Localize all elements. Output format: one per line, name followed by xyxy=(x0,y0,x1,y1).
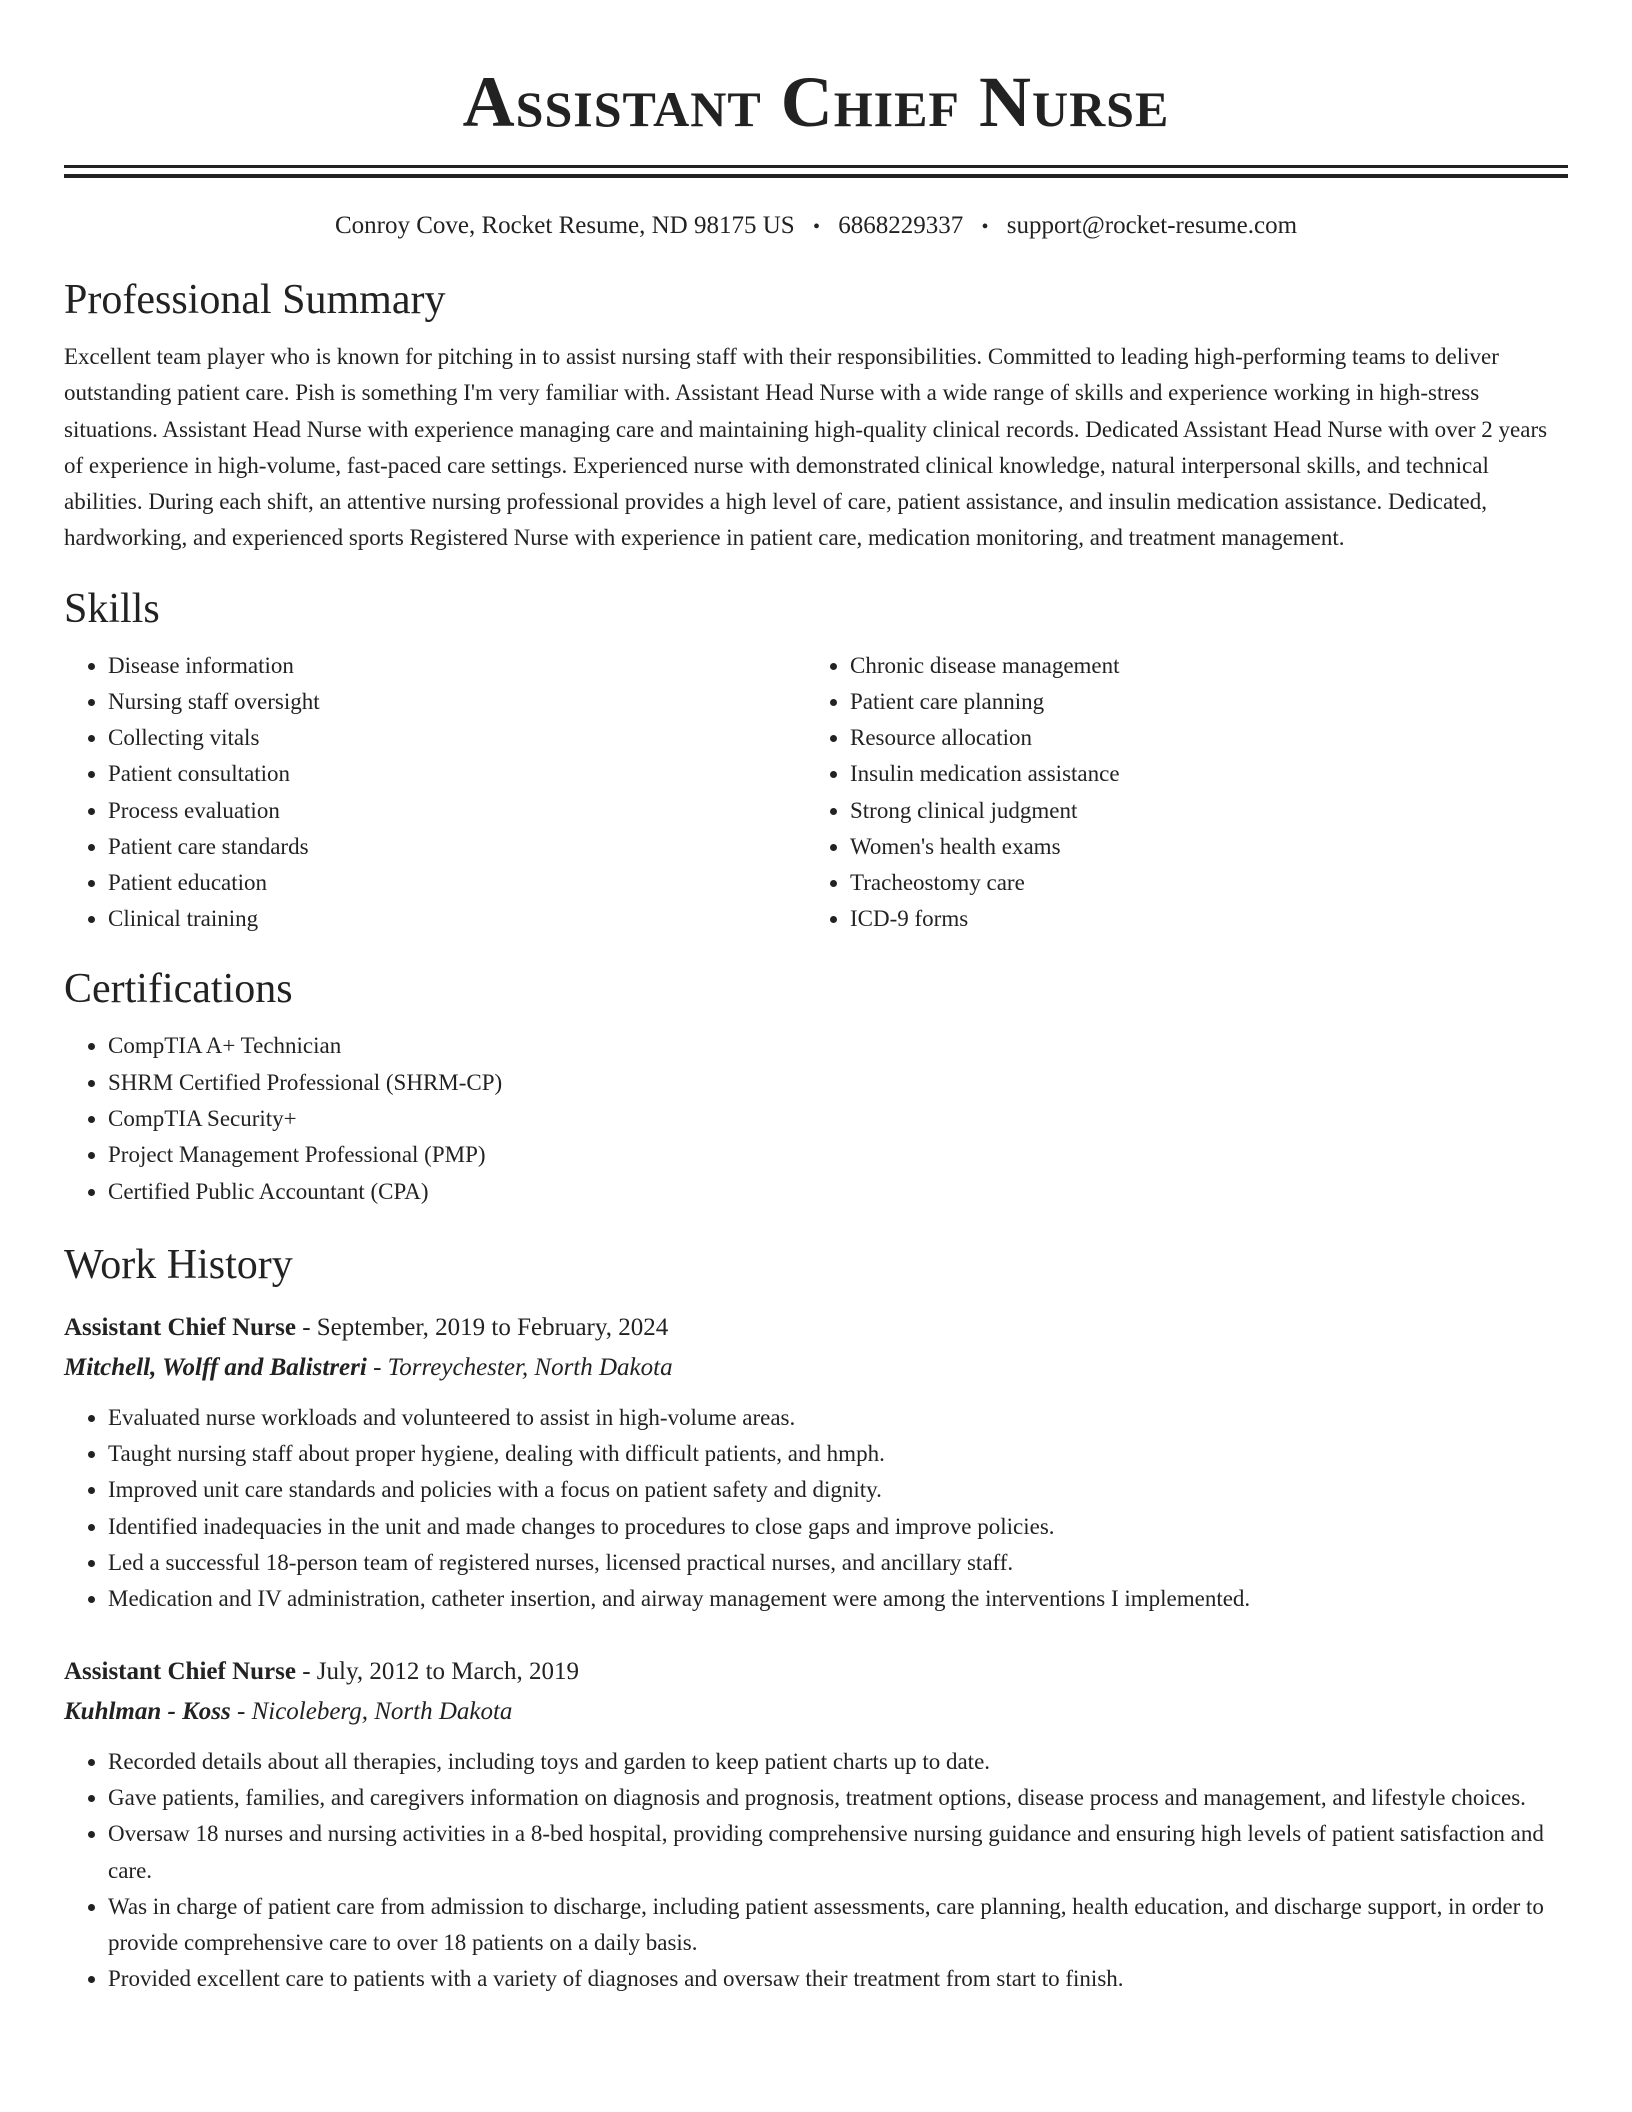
skills-list-right xyxy=(806,648,1548,938)
job-role: Assistant Chief Nurse xyxy=(64,1657,296,1685)
contact-email: support@rocket-resume.com xyxy=(1006,212,1298,239)
skills-column-left xyxy=(64,648,806,938)
skill-item: • Clinical training xyxy=(108,901,806,937)
job-duty-item: • Oversaw 18 nurses and nursing activities in a 8-bed hospital, providing comprehensive nursing guidance and ensuring high levels of patient satisfaction and care. xyxy=(108,1816,1568,1889)
skill-item: • Insulin medication assistance xyxy=(850,756,1548,792)
job-dates: - July, 2012 to March, 2019 xyxy=(295,1657,580,1685)
job-location: - Nicoleberg, North Dakota xyxy=(230,1697,513,1725)
job-duty-item: • Led a successful 18-person team of registered nurses, licensed practical nurses, and ancillary staff. xyxy=(108,1545,1568,1581)
job-employer-line xyxy=(64,1692,1568,1732)
job-company: Mitchell, Wolff and Balistreri xyxy=(64,1353,367,1381)
job-role: Assistant Chief Nurse xyxy=(64,1313,296,1341)
skill-item: • Collecting vitals xyxy=(108,720,806,756)
job-duty-item: • Evaluated nurse workloads and volunteered to assist in high-volume areas. xyxy=(108,1400,1568,1436)
skills-heading: Skills xyxy=(64,585,160,632)
skills-column-right xyxy=(806,648,1548,938)
resume-page xyxy=(64,0,1568,1998)
job-title-line xyxy=(64,1308,1568,1348)
certifications-list xyxy=(64,1028,1568,1209)
skill-item: • Nursing staff oversight xyxy=(108,684,806,720)
skill-item: • Patient education xyxy=(108,865,806,901)
job-employer-line xyxy=(64,1348,1568,1388)
header-divider xyxy=(64,165,1568,178)
skill-item: • Tracheostomy care xyxy=(850,865,1548,901)
certifications-heading: Certifications xyxy=(64,966,293,1013)
job-duty-item: • Recorded details about all therapies, including toys and garden to keep patient charts up to date. xyxy=(108,1744,1568,1780)
skill-item: • Chronic disease management xyxy=(850,648,1548,684)
skills-grid xyxy=(64,648,1568,938)
job-duty-item: • Improved unit care standards and policies with a focus on patient safety and dignity. xyxy=(108,1472,1568,1508)
skill-item: • Process evaluation xyxy=(108,793,806,829)
contact-address: Conroy Cove, Rocket Resume, ND 98175 US xyxy=(334,212,795,239)
skill-item: • Women's health exams xyxy=(850,829,1548,865)
job-dates: - September, 2019 to February, 2024 xyxy=(295,1313,669,1341)
summary-heading: Professional Summary xyxy=(64,277,446,323)
skills-list-left xyxy=(64,648,806,938)
skill-item: • Patient consultation xyxy=(108,756,806,792)
job-duty-item: • Identified inadequacies in the unit and made changes to procedures to close gaps and improve policies. xyxy=(108,1509,1568,1545)
contact-line xyxy=(64,210,1568,243)
summary-text: Excellent team player who is known for pitching in to assist nursing staff with their responsibilities. Committed to leading high-performing teams to deliver outstanding patient care. Pish is something I'm very familiar with. Assistant Head Nurse with a wide range of skills and experience working in high-stress situations. Assistant Head Nurse with experience managing care and maintaining high-quality clinical records. Dedicated Assistant Head Nurse with over 2 years of experience in high-volume, fast-paced care settings. Experienced nurse with demonstrated clinical knowledge, natural interpersonal skills, and technical abilities. During each shift, an attentive nursing professional provides a high level of care, patient assistance, and insulin medication assistance. Dedicated, hardworking, and experienced sports Registered Nurse with experience in patient care, medication monitoring, and treatment management. xyxy=(64,344,1548,551)
job-duties-list xyxy=(64,1400,1568,1618)
job-location: - Torreychester, North Dakota xyxy=(366,1353,673,1381)
skill-item: • ICD-9 forms xyxy=(850,901,1548,937)
certification-item: • SHRM Certified Professional (SHRM-CP) xyxy=(108,1065,1568,1101)
job-entry xyxy=(64,1308,1568,1618)
skill-item: • Resource allocation xyxy=(850,720,1548,756)
job-entry xyxy=(64,1652,1568,1998)
certification-item: • CompTIA A+ Technician xyxy=(108,1028,1568,1064)
contact-phone: 6868229337 xyxy=(838,212,964,239)
job-title-line xyxy=(64,1652,1568,1692)
job-duty-item: • Medication and IV administration, catheter insertion, and airway management were among the interventions I implemented. xyxy=(108,1581,1568,1617)
job-duty-item: • Taught nursing staff about proper hygiene, dealing with difficult patients, and hmph. xyxy=(108,1436,1568,1472)
contact-separator: • xyxy=(812,216,820,238)
job-duty-item: • Was in charge of patient care from admission to discharge, including patient assessments, care planning, health education, and discharge support, in order to provide comprehensive care to over 18 patients on a daily basis. xyxy=(108,1889,1568,1962)
certification-item: • Project Management Professional (PMP) xyxy=(108,1137,1568,1173)
certification-item: • Certified Public Accountant (CPA) xyxy=(108,1174,1568,1210)
certification-item: • CompTIA Security+ xyxy=(108,1101,1568,1137)
job-duty-item: • Provided excellent care to patients with a variety of diagnoses and oversaw their treatment from start to finish. xyxy=(108,1961,1568,1997)
skill-item: • Disease information xyxy=(108,648,806,684)
job-duty-item: • Gave patients, families, and caregivers information on diagnosis and prognosis, treatment options, disease process and management, and lifestyle choices. xyxy=(108,1780,1568,1816)
skill-item: • Patient care planning xyxy=(850,684,1548,720)
work-history-heading: Work History xyxy=(64,1241,293,1288)
skill-item: • Strong clinical judgment xyxy=(850,793,1548,829)
skill-item: • Patient care standards xyxy=(108,829,806,865)
job-company: Kuhlman - Koss xyxy=(64,1697,231,1725)
job-duties-list xyxy=(64,1744,1568,1998)
resume-name: Assistant Chief Nurse xyxy=(462,62,1170,142)
contact-separator: • xyxy=(981,216,989,238)
